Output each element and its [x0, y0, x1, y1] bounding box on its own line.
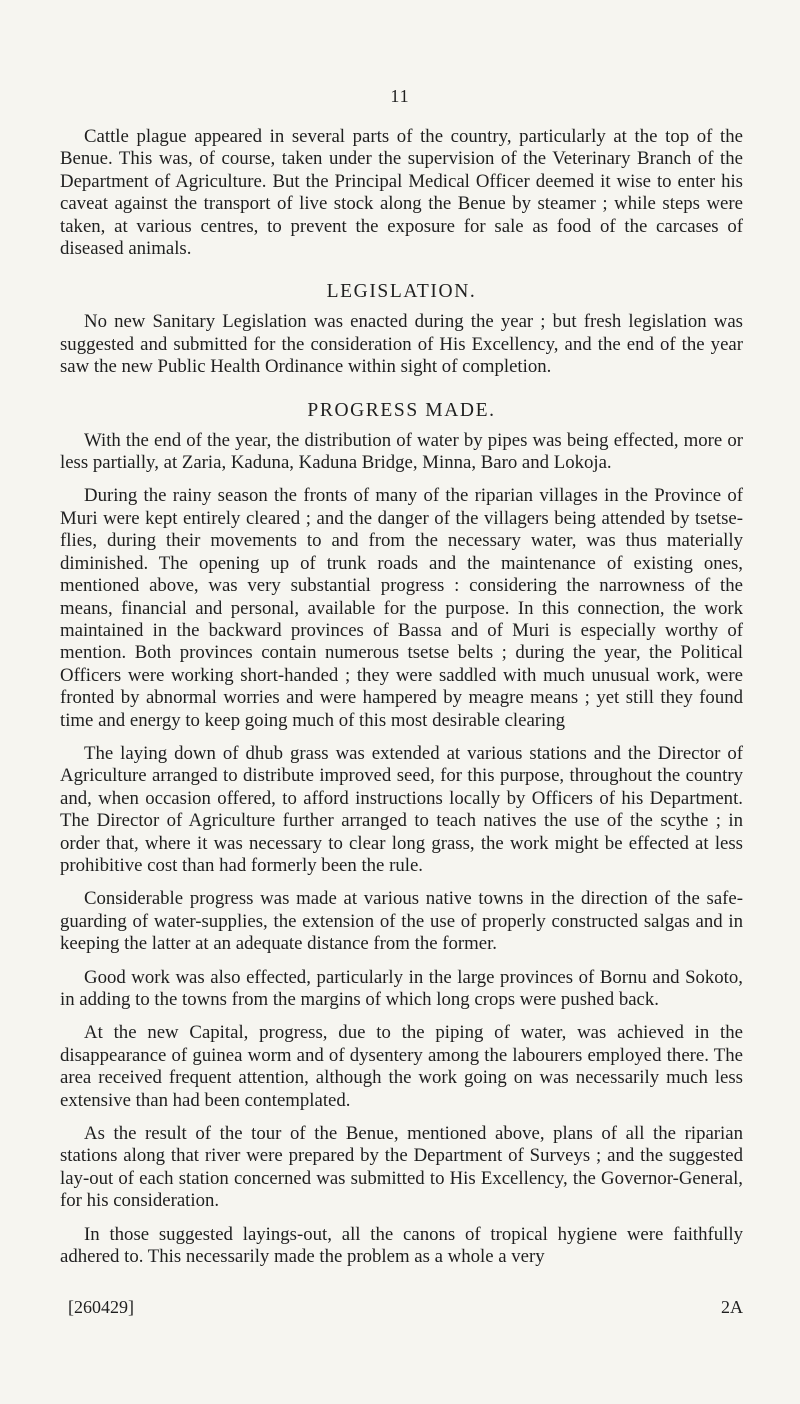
page-footer: [60, 1297, 743, 1318]
footer-signature-mark: 2A: [721, 1297, 743, 1317]
paragraph-water-supplies: Considerable progress was made at various native towns in the direction of the safe-guarding of water-supplies, the extension of the use of properly constructed salgas and in keeping the latter at an adequate distance from the former.: [60, 888, 743, 955]
page-content: [60, 126, 743, 1268]
paragraph-water-pipes: With the end of the year, the distribution of water by pipes was being effected, more or less partially, at Zaria, Kaduna, Kaduna Bridge, Minna, Baro and Lokoja.: [60, 429, 743, 474]
paragraph-new-capital: At the new Capital, progress, due to the piping of water, was achieved in the disappearance of guinea worm and of dysentery among the labourers employed there. The area received frequent attention, although the work going on was necessarily much less extensive than had been contemplated.: [60, 1022, 743, 1111]
paragraph-cattle-plague: Cattle plague appeared in several parts of the country, particularly at the top of the Benue. This was, of course, taken under the supervision of the Veterinary Branch of the Department of Agriculture. But the Principal Medical Officer deemed it wise to enter his caveat against the transport of live stock along the Benue by steamer ; while steps were taken, at various centres, to prevent the exposure for sale as food of the carcases of diseased animals.: [60, 126, 743, 260]
paragraph-dhub-grass: The laying down of dhub grass was extended at various stations and the Director of Agriculture arranged to distribute improved seed, for this purpose, throughout the country and, when occasion offered, to afford instructions locally by Officers of his Department. The Director of Agriculture further arranged to teach natives the use of the scythe ; in order that, where it was necessary to clear long grass, the work might be effected at less prohibitive cost than had formerly been the rule.: [60, 742, 743, 876]
heading-legislation: LEGISLATION.: [326, 281, 477, 303]
paragraph-layings-out: In those suggested layings-out, all the canons of tropical hygiene were faithfully adhered to. This necessarily made the problem as a whole a very: [60, 1223, 743, 1268]
page-number: 11: [390, 86, 410, 106]
footer-print-code: [260429]: [68, 1297, 134, 1317]
paragraph-bornu-sokoto: Good work was also effected, particularly in the large provinces of Bornu and Sokoto, in adding to the towns from the margins of which long crops were pushed back.: [60, 966, 743, 1010]
heading-progress-made: PROGRESS MADE.: [307, 399, 496, 421]
paragraph-legislation: No new Sanitary Legislation was enacted during the year ; but fresh legislation was suggested and submitted for the consideration of His Excellency, and the end of the year saw the new Public Health Ordinance within sight of completion.: [60, 311, 743, 378]
paragraph-benue-tour: As the result of the tour of the Benue, mentioned above, plans of all the riparian stations along that river were prepared by the Department of Surveys ; and the suggested lay-out of each station concerned was submitted to His Excellency, the Governor-General, for his consideration.: [60, 1123, 743, 1212]
paragraph-rainy-season: During the rainy season the fronts of many of the riparian villages in the Province of Muri were kept entirely cleared ; and the danger of the villagers being attended by tsetse-flies, during their movements to and from the necessary water, was thus materially diminished. The opening up of trunk roads and the maintenance of existing ones, mentioned above, was very substantial progress : considering the narrowness of the means, financial and personal, available for the purpose. In this connection, the work maintained in the backward provinces of Bassa and of Muri is especially worthy of mention. Both provinces contain numerous tsetse belts ; during the year, the Political Officers were working short-handed ; they were saddled with much unusual work, were fronted by abnormal worries and were hampered by meagre means ; yet still they found time and energy to keep going much of this most desirable clearing: [60, 485, 743, 731]
